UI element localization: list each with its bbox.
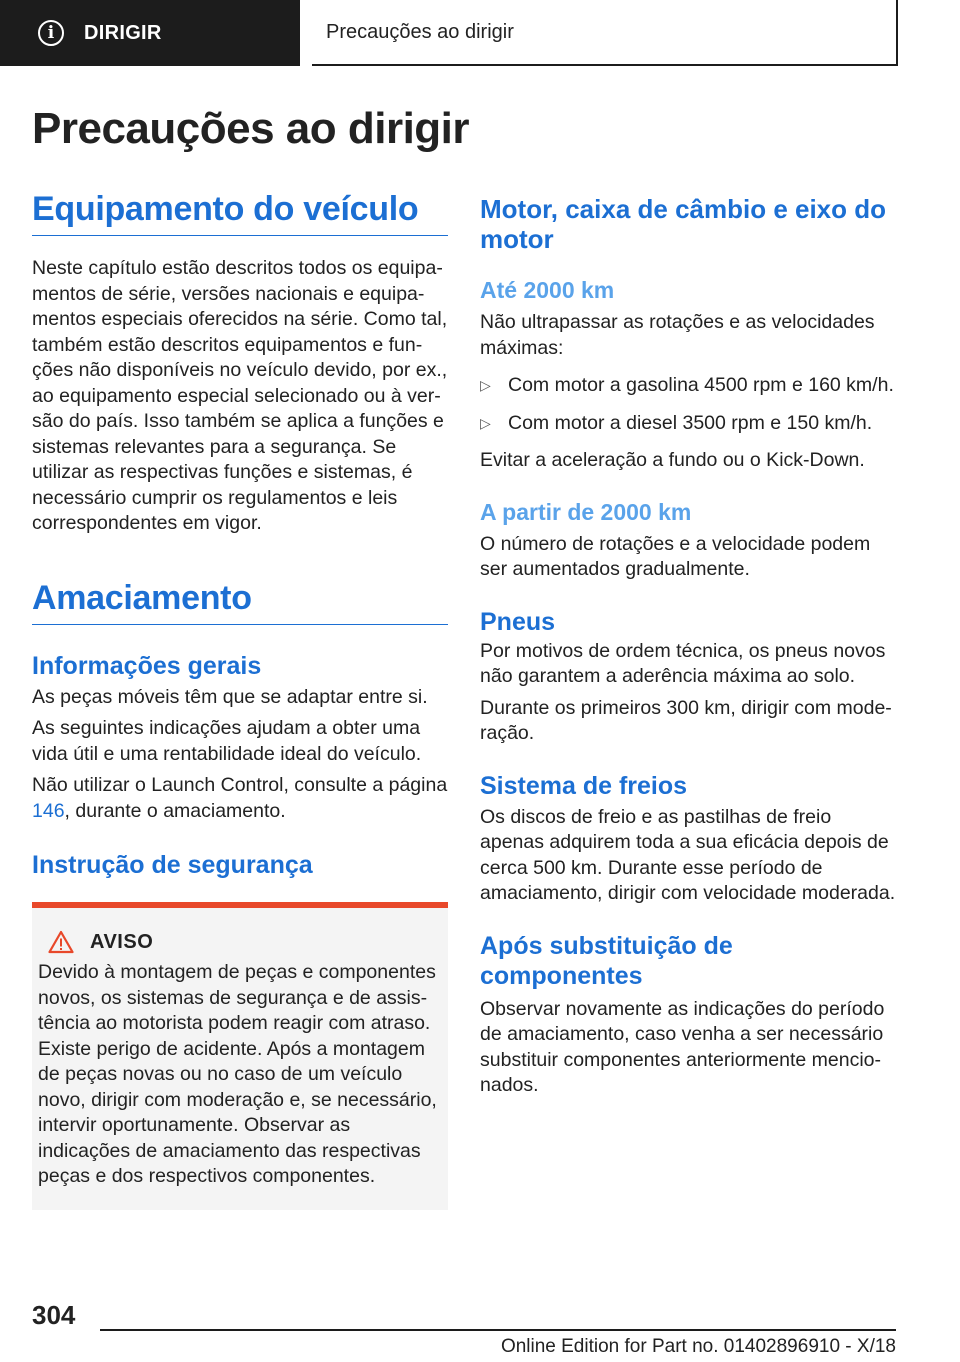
heading-substituicao-componentes: Após substituição de componentes: [480, 931, 733, 990]
heading-sistema-freios: Sistema de freios: [480, 771, 688, 800]
warning-triangle-icon: [48, 930, 74, 954]
warning-box: [32, 902, 448, 1210]
freios-text: Os discos de freio e as pastilhas de freio apenas adquirem toda a sua eficácia depois de cerca 500 km. Durante esse período de amaciamento, dirigir com velocidade moderada.: [480, 805, 896, 904]
right-column: [480, 190, 896, 1099]
page-title: Precauções ao dirigir: [32, 104, 470, 153]
heading-informacoes-gerais: Informações gerais: [32, 651, 262, 680]
heading-a-partir-2000km: A partir de 2000 km: [480, 498, 692, 525]
triangle-bullet-icon: ▷: [480, 377, 491, 393]
list-item-text: Com motor a diesel 3500 rpm e 150 km/h.: [508, 411, 873, 434]
list-item-text: Com motor a gasolina 4500 rpm e 160 km/h.: [508, 374, 894, 396]
substituicao-text: Observar novamente as indicações do período de amaciamento, caso venha a ser necessário substituir componentes anteriormente mencio-nados.: [480, 997, 885, 1096]
heading-instrucao-seguranca: Instrução de segurança: [32, 851, 313, 879]
avoid-text: Evitar a aceleração a fundo ou o Kick-Down.: [480, 449, 865, 471]
footer-divider: [100, 1329, 896, 1331]
header-section-tab: [0, 0, 300, 66]
info-paragraph-1: As peças móveis têm que se adaptar entre si.: [32, 685, 428, 708]
warning-label: AVISO: [90, 930, 154, 953]
info-paragraph-3-start: Não utilizar o Launch Control, consulte a página: [32, 774, 448, 796]
left-column: [32, 190, 448, 1210]
heading-pneus: Pneus: [480, 607, 556, 636]
chapter-name: Precauções ao dirigir: [326, 20, 514, 43]
ate-2000km-text: Não ultrapassar as rotações e as velocidades máximas:: [480, 311, 875, 359]
heading-ate-2000km: Até 2000 km: [480, 277, 615, 303]
pneus-paragraph-2: Durante os primeiros 300 km, dirigir com mode-ração.: [480, 696, 892, 744]
speed-limit-list: [480, 373, 896, 436]
triangle-bullet-icon: ▷: [480, 414, 491, 431]
a-partir-2000km-text: O número de rotações e a velocidade podem ser aumentados gradualmente.: [480, 532, 871, 580]
heading-equipamento: Equipamento do veículo: [32, 190, 448, 236]
page-link-146[interactable]: 146: [32, 799, 65, 822]
warning-header: [38, 930, 438, 954]
info-paragraph-3: [32, 773, 448, 824]
section-name: DIRIGIR: [84, 21, 162, 44]
header-chapter-tab: [312, 0, 898, 66]
info-paragraph-3-end: , durante o amaciamento.: [64, 799, 286, 822]
list-item: [480, 373, 896, 399]
info-icon: i: [38, 20, 64, 46]
equipamento-text: Neste capítulo estão descritos todos os equipa-mentos de série, versões nacionais e equipa-mentos especiais oferecidos na série. Como tal, também estão descritos equipamentos e fun-ções não disponíveis no veículo devido, por ex., ao equipamento especial selecionado ou à ver-são do país. Isso também se aplica a funções e sistemas relevantes para a segurança. Se utilizar as respectivas funções e sistemas, é necessário cumprir os regulamentos e leis correspondentes em vigor.: [32, 257, 448, 534]
page-number: 304: [32, 1300, 76, 1330]
heading-motor: Motor, caixa de câmbio e eixo do motor: [480, 194, 887, 254]
heading-amaciamento: Amaciamento: [32, 579, 448, 625]
list-item: [480, 411, 896, 437]
info-paragraph-2: As seguintes indicações ajudam a obter uma vida útil e uma rentabilidade ideal do veículo.: [32, 717, 422, 765]
footer-edition: Online Edition for Part no. 01402896910 - X/18: [500, 1336, 896, 1357]
pneus-paragraph-1: Por motivos de ordem técnica, os pneus novos não garantem a aderência máxima ao solo.: [480, 639, 886, 687]
warning-text: Devido à montagem de peças e componentes novos, os sistemas de segurança e de assis-tência ao motorista podem reagir com atraso. Existe perigo de acidente. Após a montagem de peças novas ou no caso de um veículo novo, dirigir com moderação e, se necessário, intervir oportunamente. Observar as indicações de amaciamento das respectivas peças e dos respectivos componentes.: [38, 961, 437, 1187]
